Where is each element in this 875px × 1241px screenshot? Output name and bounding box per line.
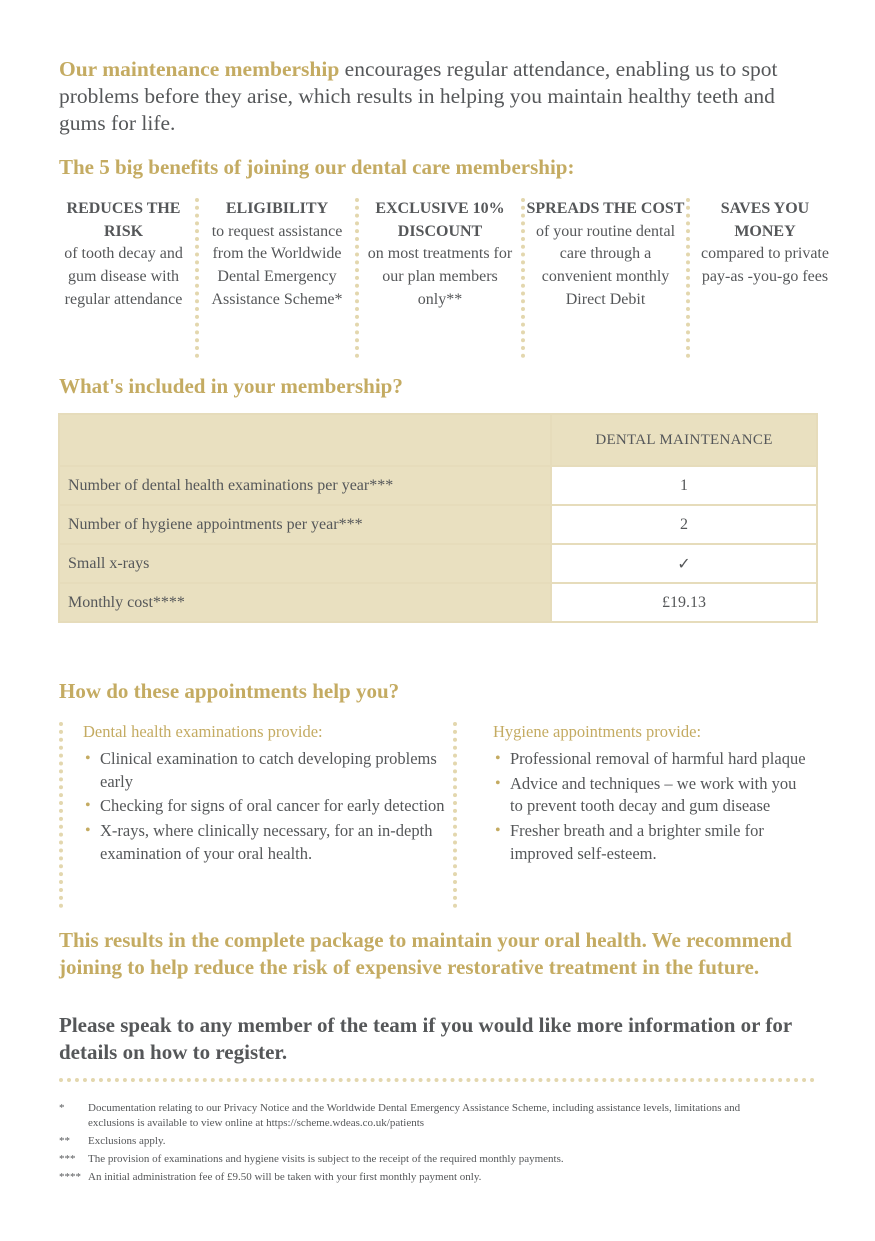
benefit-title: EXCLUSIVE 10% DISCOUNT	[375, 200, 505, 240]
exams-title: Dental health examinations provide:	[83, 722, 323, 741]
benefit-text: compared to private pay-as -you-go fees	[701, 245, 829, 286]
bullet-icon: •	[495, 750, 501, 767]
exams-column	[59, 722, 459, 908]
footnote	[59, 1101, 759, 1131]
row-value: £19.13	[551, 583, 817, 622]
table-row	[59, 505, 817, 544]
table-row	[59, 544, 817, 583]
list-item-text: Fresher breath and a brighter smile for improved self-esteem.	[510, 821, 764, 863]
footnote	[59, 1152, 759, 1167]
benefits-row	[52, 198, 852, 358]
table-header-row	[59, 414, 817, 466]
list-item-text: Checking for signs of oral cancer for early detection	[100, 796, 445, 816]
row-label: Number of dental health examinations per year***	[59, 466, 551, 505]
list-item	[493, 820, 813, 865]
list-item	[83, 748, 459, 793]
footnotes	[59, 1101, 759, 1188]
footnote-text: The provision of examinations and hygiene visits is subject to the receipt of the required monthly payments.	[88, 1153, 564, 1165]
benefit-title: ELIGIBILITY	[225, 200, 329, 217]
benefit-discount	[359, 198, 525, 358]
hygiene-list	[493, 748, 813, 866]
benefit-spreads-cost	[525, 198, 690, 358]
table-column-header: DENTAL MAINTENANCE	[551, 414, 817, 466]
benefit-eligibility	[199, 198, 359, 358]
list-item	[83, 795, 459, 818]
footnote-text: Documentation relating to our Privacy Notice and the Worldwide Dental Emergency Assistance Scheme, including assistance levels, limitations and exclusions is available to view online at https://scheme.wdeas.co.uk/patients	[88, 1102, 741, 1129]
list-item-text: Clinical examination to catch developing problems early	[100, 749, 437, 791]
contact-text: Please speak to any member of the team if you would like more information or for details on how to register.	[59, 1013, 792, 1064]
list-item-text: Advice and techniques – we work with you to prevent tooth decay and gum disease	[510, 773, 797, 816]
benefit-saves-money	[690, 198, 840, 358]
footnote-text: An initial administration fee of £9.50 will be taken with your first monthly payment only.	[88, 1171, 482, 1183]
benefit-reduces-risk	[52, 198, 199, 358]
table-row	[59, 583, 817, 622]
benefit-text: of tooth decay and gum disease with regular attendance	[64, 245, 183, 308]
intro-lead: Our maintenance membership	[59, 57, 340, 81]
list-item	[493, 773, 813, 818]
benefit-text: on most treatments for our plan members only**	[367, 245, 513, 308]
row-value: 2	[551, 505, 817, 544]
row-value: 1	[551, 466, 817, 505]
benefits-heading: The 5 big benefits of joining our dental care membership:	[59, 155, 575, 179]
intro-paragraph	[59, 56, 819, 137]
summary-text: This results in the complete package to maintain your oral health. We recommend joining to help reduce the risk of expensive restorative treatment in the future.	[59, 928, 792, 979]
help-heading: How do these appointments help you?	[59, 679, 400, 703]
bullet-icon: •	[495, 774, 501, 792]
footnote	[59, 1134, 759, 1149]
exams-list	[83, 748, 459, 866]
check-icon: ✓	[551, 544, 817, 583]
bullet-icon: •	[85, 822, 91, 840]
footnote-mark: ***	[59, 1153, 76, 1165]
footnote-text: Exclusions apply.	[88, 1135, 166, 1147]
dotted-divider	[59, 1078, 815, 1082]
benefit-title: SAVES YOU MONEY	[720, 200, 810, 240]
benefit-title: SPREADS THE COST	[526, 200, 685, 217]
footnote-mark: ****	[59, 1171, 81, 1183]
benefit-title: REDUCES THE RISK	[66, 200, 181, 240]
list-item-text: X-rays, where clinically necessary, for an in-depth examination of your oral health.	[100, 821, 433, 863]
hygiene-title: Hygiene appointments provide:	[493, 722, 702, 741]
row-label: Small x-rays	[59, 544, 551, 583]
footnote-mark: *	[59, 1102, 65, 1114]
included-heading: What's included in your membership?	[59, 374, 403, 398]
membership-table	[58, 413, 818, 623]
table-row	[59, 466, 817, 505]
footnote	[59, 1170, 759, 1185]
bullet-icon: •	[85, 797, 91, 815]
list-item	[493, 748, 813, 771]
hygiene-column	[453, 722, 813, 908]
list-item	[83, 820, 459, 865]
benefit-text: of your routine dental care through a convenient monthly Direct Debit	[535, 222, 676, 308]
footnote-mark: **	[59, 1135, 70, 1147]
bullet-icon: •	[495, 822, 501, 840]
row-label: Number of hygiene appointments per year***	[59, 505, 551, 544]
list-item-text: Professional removal of harmful hard plaque	[510, 749, 806, 768]
row-label: Monthly cost****	[59, 583, 551, 622]
bullet-icon: •	[85, 750, 91, 767]
benefit-text: to request assistance from the Worldwide Dental Emergency Assistance Scheme*	[211, 222, 343, 308]
table-header-blank	[59, 414, 551, 466]
intro-text: encourages regular attendance, enabling us to spot problems before they arise, which results in helping you maintain healthy teeth and gums for life.	[59, 57, 778, 135]
